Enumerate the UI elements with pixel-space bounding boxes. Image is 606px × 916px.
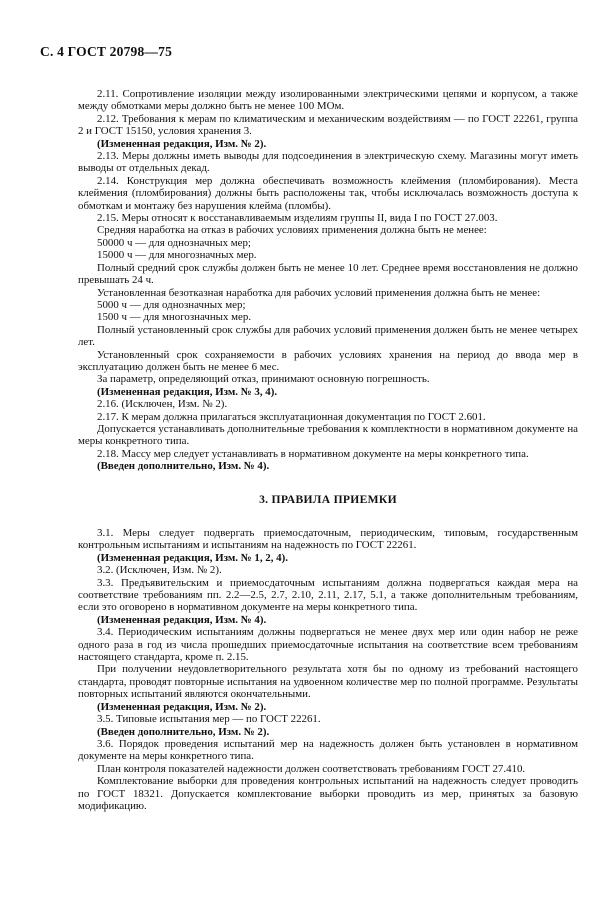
paragraph: 1500 ч — для многозначных мер. <box>97 311 252 324</box>
paragraph: Средняя наработка на отказ в рабочих условиях применения должна быть не менее: <box>97 224 487 237</box>
amendment-note: (Измененная редакция, Изм. № 1, 2, 4). <box>97 551 288 564</box>
paragraph: Комплектование выборки для проведения контрольных испытаний на надежность следует проводить по ГОСТ 18321. Допускается комплектование выборки проводить из мер, принятых за базовую модификацию. <box>78 775 578 812</box>
paragraph: 2.16. (Исключен, Изм. № 2). <box>97 398 228 411</box>
amendment-note: (Введен дополнительно, Изм. № 2). <box>97 725 270 738</box>
paragraph: 3.5. Типовые испытания мер — по ГОСТ 22261. <box>97 713 321 726</box>
document-body <box>78 88 578 812</box>
amendment-note: (Измененная редакция, Изм. № 2). <box>97 700 267 713</box>
paragraph: 5000 ч — для однозначных мер; <box>97 298 246 311</box>
paragraph: 2.15. Меры относят к восстанавливаемым изделиям группы II, вида I по ГОСТ 27.003. <box>97 212 498 225</box>
amendment-note: (Измененная редакция, Изм. № 2). <box>97 137 267 150</box>
section-2-continuation <box>78 88 578 473</box>
paragraph: За параметр, определяющий отказ, принимают основную погрешность. <box>97 373 430 386</box>
paragraph: 3.2. (Исключен, Изм. № 2). <box>97 564 222 577</box>
paragraph: 2.18. Массу мер следует устанавливать в нормативном документе на меры конкретного типа. <box>97 447 529 460</box>
paragraph: Установленная безотказная наработка для рабочих условий применения должна быть не менее: <box>97 286 541 299</box>
paragraph: 2.17. К мерам должна прилагаться эксплуатационная документация по ГОСТ 2.601. <box>97 410 486 423</box>
page-header: С. 4 ГОСТ 20798—75 <box>40 44 173 59</box>
amendment-note: (Измененная редакция, Изм. № 4). <box>97 613 267 626</box>
paragraph: Полный средний срок службы должен быть не менее 10 лет. Среднее время восстановления не должно превышать 24 ч. <box>78 261 578 287</box>
paragraph: 50000 ч — для однозначных мер; <box>97 236 251 249</box>
paragraph: 2.13. Меры должны иметь выводы для подсоединения в электрическую схему. Магазины могут иметь выводы от отдельных декад. <box>78 150 578 175</box>
paragraph: 2.14. Конструкция мер должна обеспечивать возможность клеймения (пломбирования). Места клеймения (пломбирования) должны быть расположены так, чтобы исключалась возможность доступа к обмоткам и монтажу без нарушения клейма (пломбы). <box>78 174 578 212</box>
amendment-note: (Введен дополнительно, Изм. № 4). <box>97 460 270 473</box>
section-3-body <box>78 527 578 812</box>
paragraph: Допускается устанавливать дополнительные требования к комплектности в нормативном документе на меры конкретного типа. <box>78 422 578 448</box>
paragraph: Установленный срок сохраняемости в рабочих условиях хранения на период до ввода мер в эксплуатацию должен быть не менее 6 мес. <box>78 348 578 373</box>
paragraph: 3.4. Периодическим испытаниям должны подвергаться не менее двух мер или один набор не реже одного раза в год из числа прошедших приемосдаточные испытания на соответствие всем требованиям настоящего стандарта, кроме п. 2.15. <box>78 626 578 664</box>
paragraph: 2.11. Сопротивление изоляции между изолированными электрическими цепями и корпусом, а также между обмотками меры должно быть не менее 100 МОм. <box>78 88 578 113</box>
paragraph: План контроля показателей надежности должен соответствовать требованиям ГОСТ 27.410. <box>97 762 526 775</box>
paragraph: 3.6. Порядок проведения испытаний мер на надежность должен быть установлен в нормативном документе на меры конкретного типа. <box>78 737 578 763</box>
paragraph: При получении неудовлетворительного результата хотя бы по одному из требований настоящего стандарта, проводят повторные испытания на удвоенном количестве мер по полной программе. Результаты повторных испытаний являются окончательными. <box>78 663 578 701</box>
paragraph: 2.12. Требования к мерам по климатическим и механическим воздействиям — по ГОСТ 22261, группа 2 и ГОСТ 15150, условия хранения 3. <box>78 112 578 138</box>
section-3-title: 3. ПРАВИЛА ПРИЕМКИ <box>259 492 397 506</box>
paragraph: 3.1. Меры следует подвергать приемосдаточным, периодическим, типовым, государственным контрольным испытаниям и испытаниям на надежность по ГОСТ 22261. <box>78 527 578 552</box>
amendment-note: (Измененная редакция, Изм. № 3, 4). <box>97 385 278 398</box>
paragraph: 15000 ч — для многозначных мер. <box>97 249 257 262</box>
paragraph: Полный установленный срок службы для рабочих условий применения должен быть не менее четырех лет. <box>78 323 578 349</box>
paragraph: 3.3. Предъявительским и приемосдаточным испытаниям должна подвергаться каждая мера на соответствие требованиям пп. 2.2—2.5, 2.7, 2.10, 2.11, 2.17, 5.1, а также дополнительным требованиям, если это оговорено в нормативном документе на меры конкретного типа. <box>78 576 578 614</box>
